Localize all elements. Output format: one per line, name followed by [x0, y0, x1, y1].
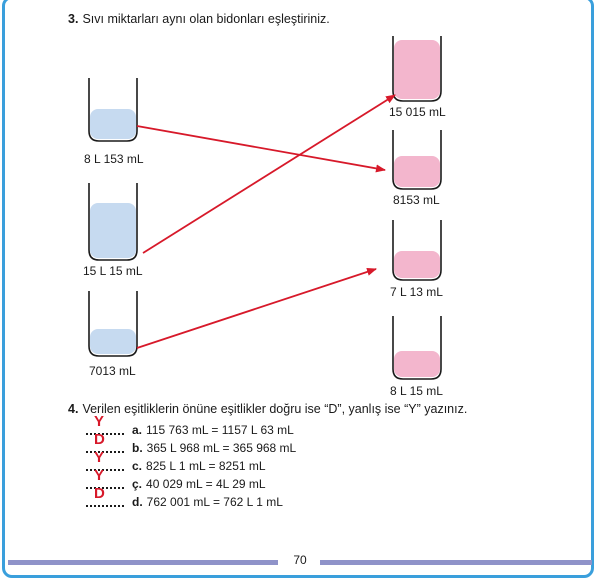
equation-a: 115 763 mL = 1157 L 63 mL: [146, 423, 294, 437]
question-3-text: Sıvı miktarları aynı olan bidonları eşleştiriniz.: [82, 12, 330, 26]
item-letter-d: d.: [132, 495, 143, 509]
equation-row-d: [86, 485, 283, 509]
right-container-2-label: 8153 mL: [393, 193, 440, 207]
equation-row-c: [86, 449, 266, 473]
item-letter-b: b.: [132, 441, 143, 455]
left-container-1-liquid: [90, 109, 136, 139]
answer-blank-b[interactable]: [86, 431, 126, 455]
equation-b: 365 L 968 mL = 365 968 mL: [146, 441, 297, 455]
right-container-2[interactable]: [393, 130, 441, 189]
left-container-2[interactable]: [89, 183, 137, 260]
question-3-number: 3.: [68, 12, 79, 26]
right-container-3-liquid: [394, 251, 440, 278]
left-container-3-liquid: [90, 329, 136, 354]
equation-cc: 40 029 mL = 4L 29 mL: [146, 477, 266, 491]
right-container-4-liquid: [394, 351, 440, 377]
question-4-text: Verilen eşitliklerin önüne eşitlikler doğru ise “D”, yanlış ise “Y” yazınız.: [82, 402, 468, 416]
left-container-2-liquid: [90, 203, 136, 258]
item-letter-a: a.: [132, 423, 143, 437]
answer-d: D: [94, 485, 105, 502]
answer-blank-a[interactable]: [86, 413, 126, 437]
arrow-left3-to-right3: [137, 269, 376, 348]
equation-row-a: [86, 413, 294, 437]
left-container-2-label: 15 L 15 mL: [83, 264, 143, 278]
page-number: 70: [293, 553, 307, 567]
answer-blank-cc[interactable]: [86, 467, 126, 491]
equation-row-cc: [86, 467, 266, 491]
question-4-title: [68, 402, 467, 416]
right-container-4[interactable]: [393, 316, 441, 379]
equation-row-b: [86, 431, 297, 455]
answer-c: Y: [94, 449, 105, 466]
question-4-number: 4.: [68, 402, 79, 416]
arrow-left2-to-right1: [143, 95, 395, 253]
right-container-3[interactable]: [393, 220, 441, 280]
right-container-1[interactable]: [393, 36, 441, 101]
arrow-left1-to-right2: [137, 126, 385, 170]
item-letter-cc: ç.: [132, 477, 143, 491]
right-container-1-label: 15 015 mL: [389, 105, 446, 119]
left-container-3[interactable]: [89, 291, 137, 356]
left-container-3-label: 7013 mL: [89, 364, 136, 378]
answer-cc: Y: [94, 467, 105, 484]
left-container-1[interactable]: [89, 78, 137, 141]
answer-a: Y: [94, 413, 105, 430]
equation-c: 825 L 1 mL = 8251 mL: [146, 459, 266, 473]
right-container-1-liquid: [394, 40, 440, 99]
answer-b: D: [94, 431, 105, 448]
left-container-1-label: 8 L 153 mL: [84, 152, 144, 166]
right-container-4-label: 8 L 15 mL: [390, 384, 443, 398]
answer-blank-d[interactable]: [86, 485, 126, 509]
answer-blank-c[interactable]: [86, 449, 126, 473]
right-container-3-label: 7 L 13 mL: [390, 285, 443, 299]
right-container-2-liquid: [394, 156, 440, 187]
equation-d: 762 001 mL = 762 L 1 mL: [146, 495, 283, 509]
item-letter-c: c.: [132, 459, 143, 473]
